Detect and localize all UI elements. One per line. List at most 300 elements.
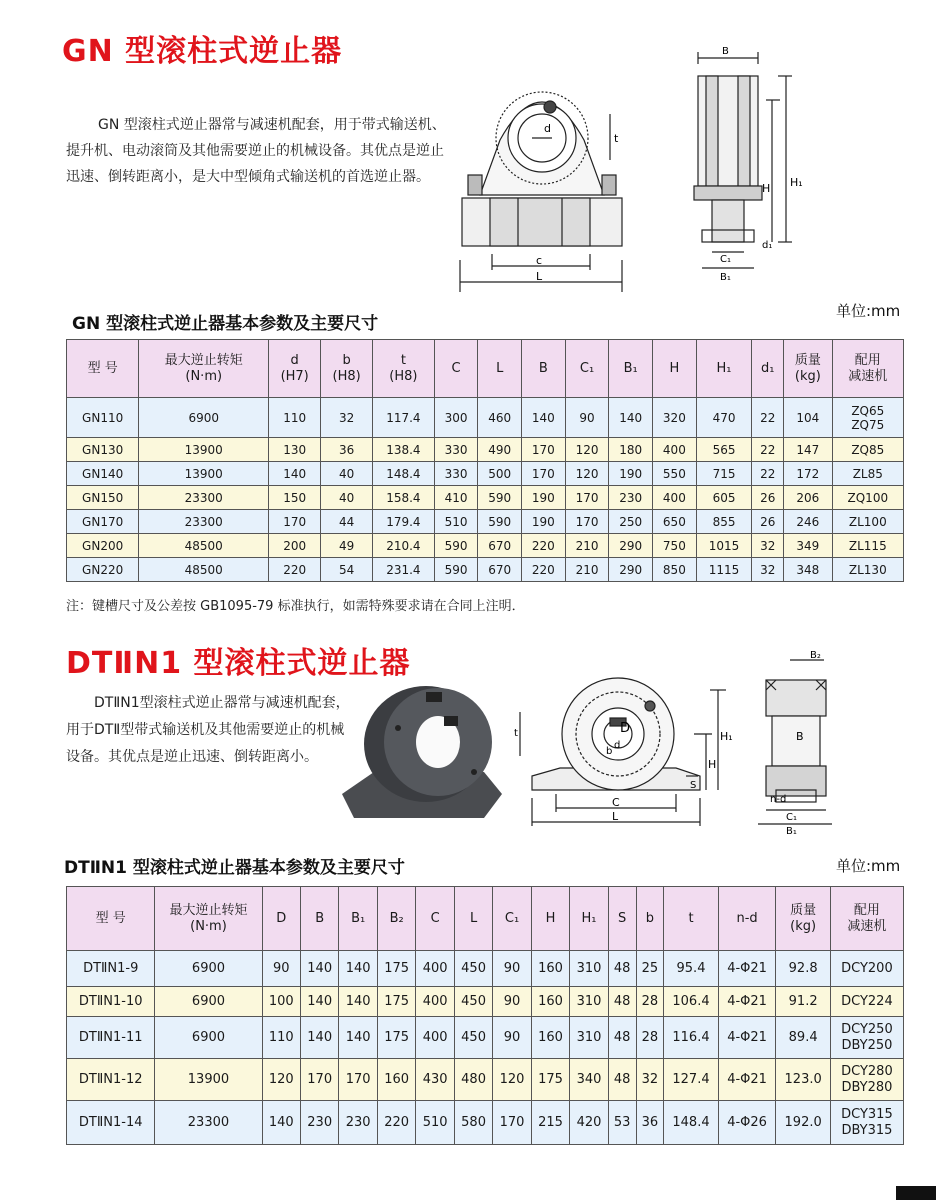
table-header-cell: [339, 887, 377, 951]
table-cell: 48: [608, 1017, 636, 1059]
table-cell: 123.0: [776, 1059, 830, 1101]
table-cell: 48500: [139, 558, 269, 582]
gn-label-d: d: [544, 122, 551, 135]
dt-spec-table: [66, 886, 904, 1145]
table-cell: 140: [339, 987, 377, 1017]
table-cell: 220: [522, 534, 566, 558]
table-cell: 400: [416, 951, 454, 987]
table-cell: 6900: [139, 398, 269, 438]
table-row: [67, 558, 904, 582]
table-cell: 290: [609, 558, 653, 582]
table-cell: 13900: [139, 462, 269, 486]
table-cell: 160: [531, 951, 569, 987]
table-cell: 32: [321, 398, 373, 438]
gn-label-t: t: [614, 132, 619, 145]
header-text: C: [430, 910, 440, 926]
table-cell: 92.8: [776, 951, 830, 987]
table-cell: 400: [653, 438, 697, 462]
dt-label-b: b: [606, 746, 613, 757]
table-cell: ZL100: [832, 510, 903, 534]
header-text: (H8): [332, 368, 361, 384]
table-cell: 148.4: [373, 462, 435, 486]
table-cell: 210.4: [373, 534, 435, 558]
table-cell: 158.4: [373, 486, 435, 510]
table-cell: 170: [339, 1059, 377, 1101]
table-cell: 190: [522, 486, 566, 510]
table-header-cell: [653, 340, 697, 398]
table-cell: 4-Φ26: [718, 1101, 776, 1145]
table-row: [67, 462, 904, 486]
header-text: (N·m): [185, 368, 223, 384]
dt-side-view-drawing: [752, 650, 842, 836]
table-cell: 160: [377, 1059, 415, 1101]
table-cell: 53: [608, 1101, 636, 1145]
table-cell: ZQ65 ZQ75: [832, 398, 903, 438]
table-cell: 180: [609, 438, 653, 462]
dt-label-B: B: [796, 730, 804, 743]
table-cell: 23300: [139, 510, 269, 534]
table-cell: 36: [321, 438, 373, 462]
table-cell: 100: [262, 987, 300, 1017]
gn-label-B1: B₁: [720, 272, 731, 283]
gn-front-view-drawing: [450, 70, 660, 300]
header-text: H: [669, 360, 680, 376]
gn-table-note: 注：键槽尺寸及公差按 GB1095-79 标准执行，如需特殊要求请在合同上注明．: [66, 599, 525, 614]
table-header-row: [67, 887, 904, 951]
table-cell: 590: [478, 510, 522, 534]
table-cell: 160: [531, 987, 569, 1017]
table-cell: 147: [784, 438, 833, 462]
table-cell: 40: [321, 486, 373, 510]
dt-label-t: t: [514, 728, 518, 739]
table-cell: 310: [570, 951, 608, 987]
header-text: 最大逆止转矩: [169, 902, 248, 918]
table-header-cell: [832, 340, 903, 398]
table-cell: 230: [339, 1101, 377, 1145]
table-cell: 349: [784, 534, 833, 558]
header-text: L: [469, 910, 478, 926]
table-cell: ZQ100: [832, 486, 903, 510]
table-header-cell: [377, 887, 415, 951]
table-cell: 206: [784, 486, 833, 510]
table-cell: 590: [434, 534, 478, 558]
table-cell: ZQ85: [832, 438, 903, 462]
table-cell: 175: [377, 951, 415, 987]
table-cell: 32: [636, 1059, 664, 1101]
header-text: H: [545, 910, 556, 926]
table-cell: 4-Φ21: [718, 987, 776, 1017]
table-cell: 565: [696, 438, 752, 462]
table-cell: 120: [565, 462, 609, 486]
table-header-cell: [262, 887, 300, 951]
table-cell: 23300: [139, 486, 269, 510]
table-cell: DCY280 DBY280: [830, 1059, 903, 1101]
table-header-cell: [67, 340, 139, 398]
gn-label-c: c: [536, 254, 543, 267]
table-cell: 450: [454, 1017, 492, 1059]
header-text: B₁: [351, 910, 366, 926]
table-header-cell: [696, 340, 752, 398]
table-row: [67, 438, 904, 462]
header-text: (N·m): [190, 918, 227, 934]
table-cell: 32: [752, 558, 784, 582]
table-cell: 140: [339, 951, 377, 987]
table-cell: 140: [262, 1101, 300, 1145]
table-header-cell: [416, 887, 454, 951]
table-cell: DTⅡN1-12: [67, 1059, 155, 1101]
table-cell: 190: [522, 510, 566, 534]
table-cell: 44: [321, 510, 373, 534]
header-text: H₁: [581, 910, 597, 926]
table-cell: 410: [434, 486, 478, 510]
table-cell: 590: [478, 486, 522, 510]
table-cell: 23300: [155, 1101, 262, 1145]
dt-front-view-drawing: [514, 672, 744, 842]
table-cell: 28: [636, 987, 664, 1017]
dt-unit-label: 单位:mm: [836, 857, 901, 875]
table-cell: 140: [300, 951, 338, 987]
table-cell: 480: [454, 1059, 492, 1101]
table-cell: 500: [478, 462, 522, 486]
table-cell: 138.4: [373, 438, 435, 462]
table-cell: 320: [653, 398, 697, 438]
dt-label-L: L: [612, 810, 619, 823]
table-cell: GN220: [67, 558, 139, 582]
table-cell: 420: [570, 1101, 608, 1145]
table-header-row: [67, 340, 904, 398]
table-cell: DCY224: [830, 987, 903, 1017]
table-cell: 230: [609, 486, 653, 510]
table-cell: 90: [493, 951, 531, 987]
table-row: [67, 398, 904, 438]
table-cell: 22: [752, 438, 784, 462]
table-header-cell: [565, 340, 609, 398]
table-header-cell: [155, 887, 262, 951]
table-cell: 90: [493, 1017, 531, 1059]
header-text: (H7): [280, 368, 309, 384]
table-cell: 120: [262, 1059, 300, 1101]
table-cell: DCY315 DBY315: [830, 1101, 903, 1145]
header-text: B₂: [389, 910, 404, 926]
table-cell: 310: [570, 1017, 608, 1059]
table-cell: 715: [696, 462, 752, 486]
table-cell: 220: [377, 1101, 415, 1145]
table-header-cell: [609, 340, 653, 398]
table-cell: 116.4: [664, 1017, 718, 1059]
table-cell: 175: [377, 1017, 415, 1059]
header-text: C₁: [504, 910, 520, 926]
gn-label-d1: d₁: [762, 240, 773, 251]
dt-label-nd: n-d: [770, 794, 787, 805]
table-cell: 6900: [155, 987, 262, 1017]
table-cell: 200: [269, 534, 321, 558]
table-header-cell: [139, 340, 269, 398]
gn-label-B: B: [722, 46, 729, 57]
table-cell: 670: [478, 558, 522, 582]
table-cell: 605: [696, 486, 752, 510]
dt-label-B2: B₂: [810, 650, 821, 661]
dt-label-S: S: [690, 780, 697, 791]
table-cell: 400: [653, 486, 697, 510]
table-row: [67, 534, 904, 558]
table-cell: DTⅡN1-14: [67, 1101, 155, 1145]
table-cell: 348: [784, 558, 833, 582]
table-cell: 6900: [155, 951, 262, 987]
table-header-cell: [830, 887, 903, 951]
table-cell: 4-Φ21: [718, 951, 776, 987]
table-cell: 1015: [696, 534, 752, 558]
table-cell: 140: [269, 462, 321, 486]
table-cell: GN170: [67, 510, 139, 534]
table-cell: 140: [339, 1017, 377, 1059]
table-cell: 170: [522, 462, 566, 486]
header-text: d: [290, 352, 299, 368]
table-cell: 670: [478, 534, 522, 558]
table-cell: ZL130: [832, 558, 903, 582]
table-cell: 91.2: [776, 987, 830, 1017]
table-cell: 470: [696, 398, 752, 438]
table-cell: ZL85: [832, 462, 903, 486]
table-cell: GN200: [67, 534, 139, 558]
header-text: (H8): [389, 368, 418, 384]
dt-label-H: H: [708, 758, 717, 771]
table-cell: 170: [522, 438, 566, 462]
table-row: [67, 1059, 904, 1101]
table-cell: 6900: [155, 1017, 262, 1059]
table-cell: 460: [478, 398, 522, 438]
table-cell: 120: [565, 438, 609, 462]
header-text: t: [400, 352, 406, 368]
table-cell: 160: [531, 1017, 569, 1059]
header-text: S: [617, 910, 627, 926]
table-row: [67, 510, 904, 534]
table-cell: DTⅡN1-10: [67, 987, 155, 1017]
header-text: 配用: [853, 902, 880, 918]
table-cell: 140: [300, 987, 338, 1017]
table-cell: 22: [752, 398, 784, 438]
table-header-cell: [570, 887, 608, 951]
table-cell: 450: [454, 987, 492, 1017]
table-cell: 22: [752, 462, 784, 486]
page-corner-mark: [896, 1186, 936, 1200]
header-text: b: [645, 910, 655, 926]
header-text: n-d: [736, 910, 758, 926]
table-cell: 90: [262, 951, 300, 987]
dt-label-C1: C₁: [786, 812, 797, 823]
table-cell: 110: [269, 398, 321, 438]
table-cell: 300: [434, 398, 478, 438]
table-header-cell: [300, 887, 338, 951]
table-cell: 170: [493, 1101, 531, 1145]
table-header-cell: [664, 887, 718, 951]
table-cell: 590: [434, 558, 478, 582]
table-cell: 210: [565, 558, 609, 582]
header-text: B₁: [623, 360, 638, 376]
table-row: [67, 951, 904, 987]
gn-section-title: GN 型滚柱式逆止器: [62, 34, 343, 69]
table-cell: 175: [531, 1059, 569, 1101]
table-cell: 25: [636, 951, 664, 987]
header-text: b: [342, 352, 351, 368]
header-text: D: [276, 910, 287, 926]
table-cell: 13900: [155, 1059, 262, 1101]
table-cell: 148.4: [664, 1101, 718, 1145]
table-cell: 127.4: [664, 1059, 718, 1101]
table-cell: 250: [609, 510, 653, 534]
table-cell: 650: [653, 510, 697, 534]
table-cell: 48: [608, 1059, 636, 1101]
dt-table-title: DTⅡN1 型滚柱式逆止器基本参数及主要尺寸: [64, 858, 405, 878]
table-cell: 230: [300, 1101, 338, 1145]
table-cell: 48: [608, 951, 636, 987]
gn-label-H1: H₁: [790, 176, 803, 189]
table-cell: 90: [565, 398, 609, 438]
table-header-cell: [67, 887, 155, 951]
header-text: 减速机: [847, 918, 887, 934]
table-row: [67, 1101, 904, 1145]
dt-label-d: d: [614, 740, 621, 751]
table-cell: 104: [784, 398, 833, 438]
table-cell: 580: [454, 1101, 492, 1145]
gn-unit-label: 单位:mm: [836, 302, 901, 320]
table-cell: 510: [416, 1101, 454, 1145]
gn-spec-table: [66, 339, 904, 582]
gn-table-title: GN 型滚柱式逆止器基本参数及主要尺寸: [72, 314, 379, 334]
table-cell: 106.4: [664, 987, 718, 1017]
table-cell: 95.4: [664, 951, 718, 987]
table-cell: 190: [609, 462, 653, 486]
table-row: [67, 486, 904, 510]
table-cell: 490: [478, 438, 522, 462]
header-text: 质量: [790, 902, 817, 918]
table-cell: 192.0: [776, 1101, 830, 1145]
header-text: 配用: [854, 352, 881, 368]
table-cell: DCY250 DBY250: [830, 1017, 903, 1059]
table-cell: 40: [321, 462, 373, 486]
table-cell: 231.4: [373, 558, 435, 582]
table-header-cell: [636, 887, 664, 951]
header-text: L: [496, 360, 504, 376]
table-header-cell: [752, 340, 784, 398]
table-cell: 48500: [139, 534, 269, 558]
gn-label-H: H: [762, 182, 771, 195]
table-cell: 400: [416, 1017, 454, 1059]
table-cell: 750: [653, 534, 697, 558]
table-cell: 4-Φ21: [718, 1059, 776, 1101]
table-cell: 26: [752, 486, 784, 510]
table-cell: 4-Φ21: [718, 1017, 776, 1059]
table-cell: 49: [321, 534, 373, 558]
table-header-cell: [608, 887, 636, 951]
table-cell: 89.4: [776, 1017, 830, 1059]
table-cell: 140: [609, 398, 653, 438]
table-cell: 170: [565, 510, 609, 534]
table-cell: 150: [269, 486, 321, 510]
gn-intro-text: GN 型滚柱式逆止器常与减速机配套，用于带式输送机、提升机、电动滚筒及其他需要逆止的机械设备。其优点是逆止迅速、倒转距离小，是大中型倾角式输送机的首选逆止器。: [66, 117, 446, 185]
table-cell: 220: [522, 558, 566, 582]
table-cell: 140: [522, 398, 566, 438]
table-cell: 310: [570, 987, 608, 1017]
header-text: (kg): [794, 368, 821, 384]
table-cell: 855: [696, 510, 752, 534]
table-cell: 550: [653, 462, 697, 486]
table-cell: 450: [454, 951, 492, 987]
table-cell: 175: [377, 987, 415, 1017]
table-header-cell: [493, 887, 531, 951]
table-cell: 850: [653, 558, 697, 582]
dt-intro-text: DTⅡN1型滚柱式逆止器常与减速机配套，用于DTⅡ型带式输送机及其他需要逆止的机械设备。其优点是逆止迅速、倒转距离小。: [66, 695, 350, 765]
table-header-cell: [454, 887, 492, 951]
table-cell: 54: [321, 558, 373, 582]
table-cell: 340: [570, 1059, 608, 1101]
table-cell: 210: [565, 534, 609, 558]
header-text: (kg): [790, 918, 817, 934]
table-cell: 179.4: [373, 510, 435, 534]
table-cell: 48: [608, 987, 636, 1017]
table-cell: 290: [609, 534, 653, 558]
dt-label-H1: H₁: [720, 730, 733, 743]
table-header-cell: [434, 340, 478, 398]
header-text: C: [451, 360, 461, 376]
table-header-cell: [269, 340, 321, 398]
table-cell: 215: [531, 1101, 569, 1145]
table-cell: 117.4: [373, 398, 435, 438]
gn-label-L: L: [536, 270, 543, 283]
table-cell: 430: [416, 1059, 454, 1101]
table-cell: 13900: [139, 438, 269, 462]
table-header-cell: [321, 340, 373, 398]
table-header-cell: [784, 340, 833, 398]
table-cell: 170: [565, 486, 609, 510]
table-cell: 510: [434, 510, 478, 534]
table-cell: 90: [493, 987, 531, 1017]
table-cell: 32: [752, 534, 784, 558]
header-text: C₁: [579, 360, 595, 376]
table-cell: 1115: [696, 558, 752, 582]
table-cell: 26: [752, 510, 784, 534]
table-cell: 170: [300, 1059, 338, 1101]
table-cell: 28: [636, 1017, 664, 1059]
header-text: 质量: [794, 352, 821, 368]
table-cell: 120: [493, 1059, 531, 1101]
dt-label-D: D: [620, 721, 631, 736]
header-text: 最大逆止转矩: [164, 352, 243, 368]
table-cell: 172: [784, 462, 833, 486]
dt-label-B1: B₁: [786, 826, 797, 836]
table-cell: 220: [269, 558, 321, 582]
table-cell: DTⅡN1-11: [67, 1017, 155, 1059]
table-cell: 246: [784, 510, 833, 534]
gn-label-C1: C₁: [720, 254, 731, 265]
table-cell: DTⅡN1-9: [67, 951, 155, 987]
table-header-cell: [531, 887, 569, 951]
header-text: t: [688, 910, 694, 926]
table-header-cell: [718, 887, 776, 951]
table-cell: 400: [416, 987, 454, 1017]
table-cell: 330: [434, 438, 478, 462]
table-cell: ZL115: [832, 534, 903, 558]
table-header-cell: [776, 887, 830, 951]
dt-product-photo: [334, 676, 510, 826]
table-cell: GN140: [67, 462, 139, 486]
table-cell: 170: [269, 510, 321, 534]
header-text: B: [538, 360, 548, 376]
header-text: 减速机: [848, 368, 888, 384]
header-text: B: [315, 910, 325, 926]
table-row: [67, 987, 904, 1017]
table-cell: DCY200: [830, 951, 903, 987]
table-cell: 36: [636, 1101, 664, 1145]
